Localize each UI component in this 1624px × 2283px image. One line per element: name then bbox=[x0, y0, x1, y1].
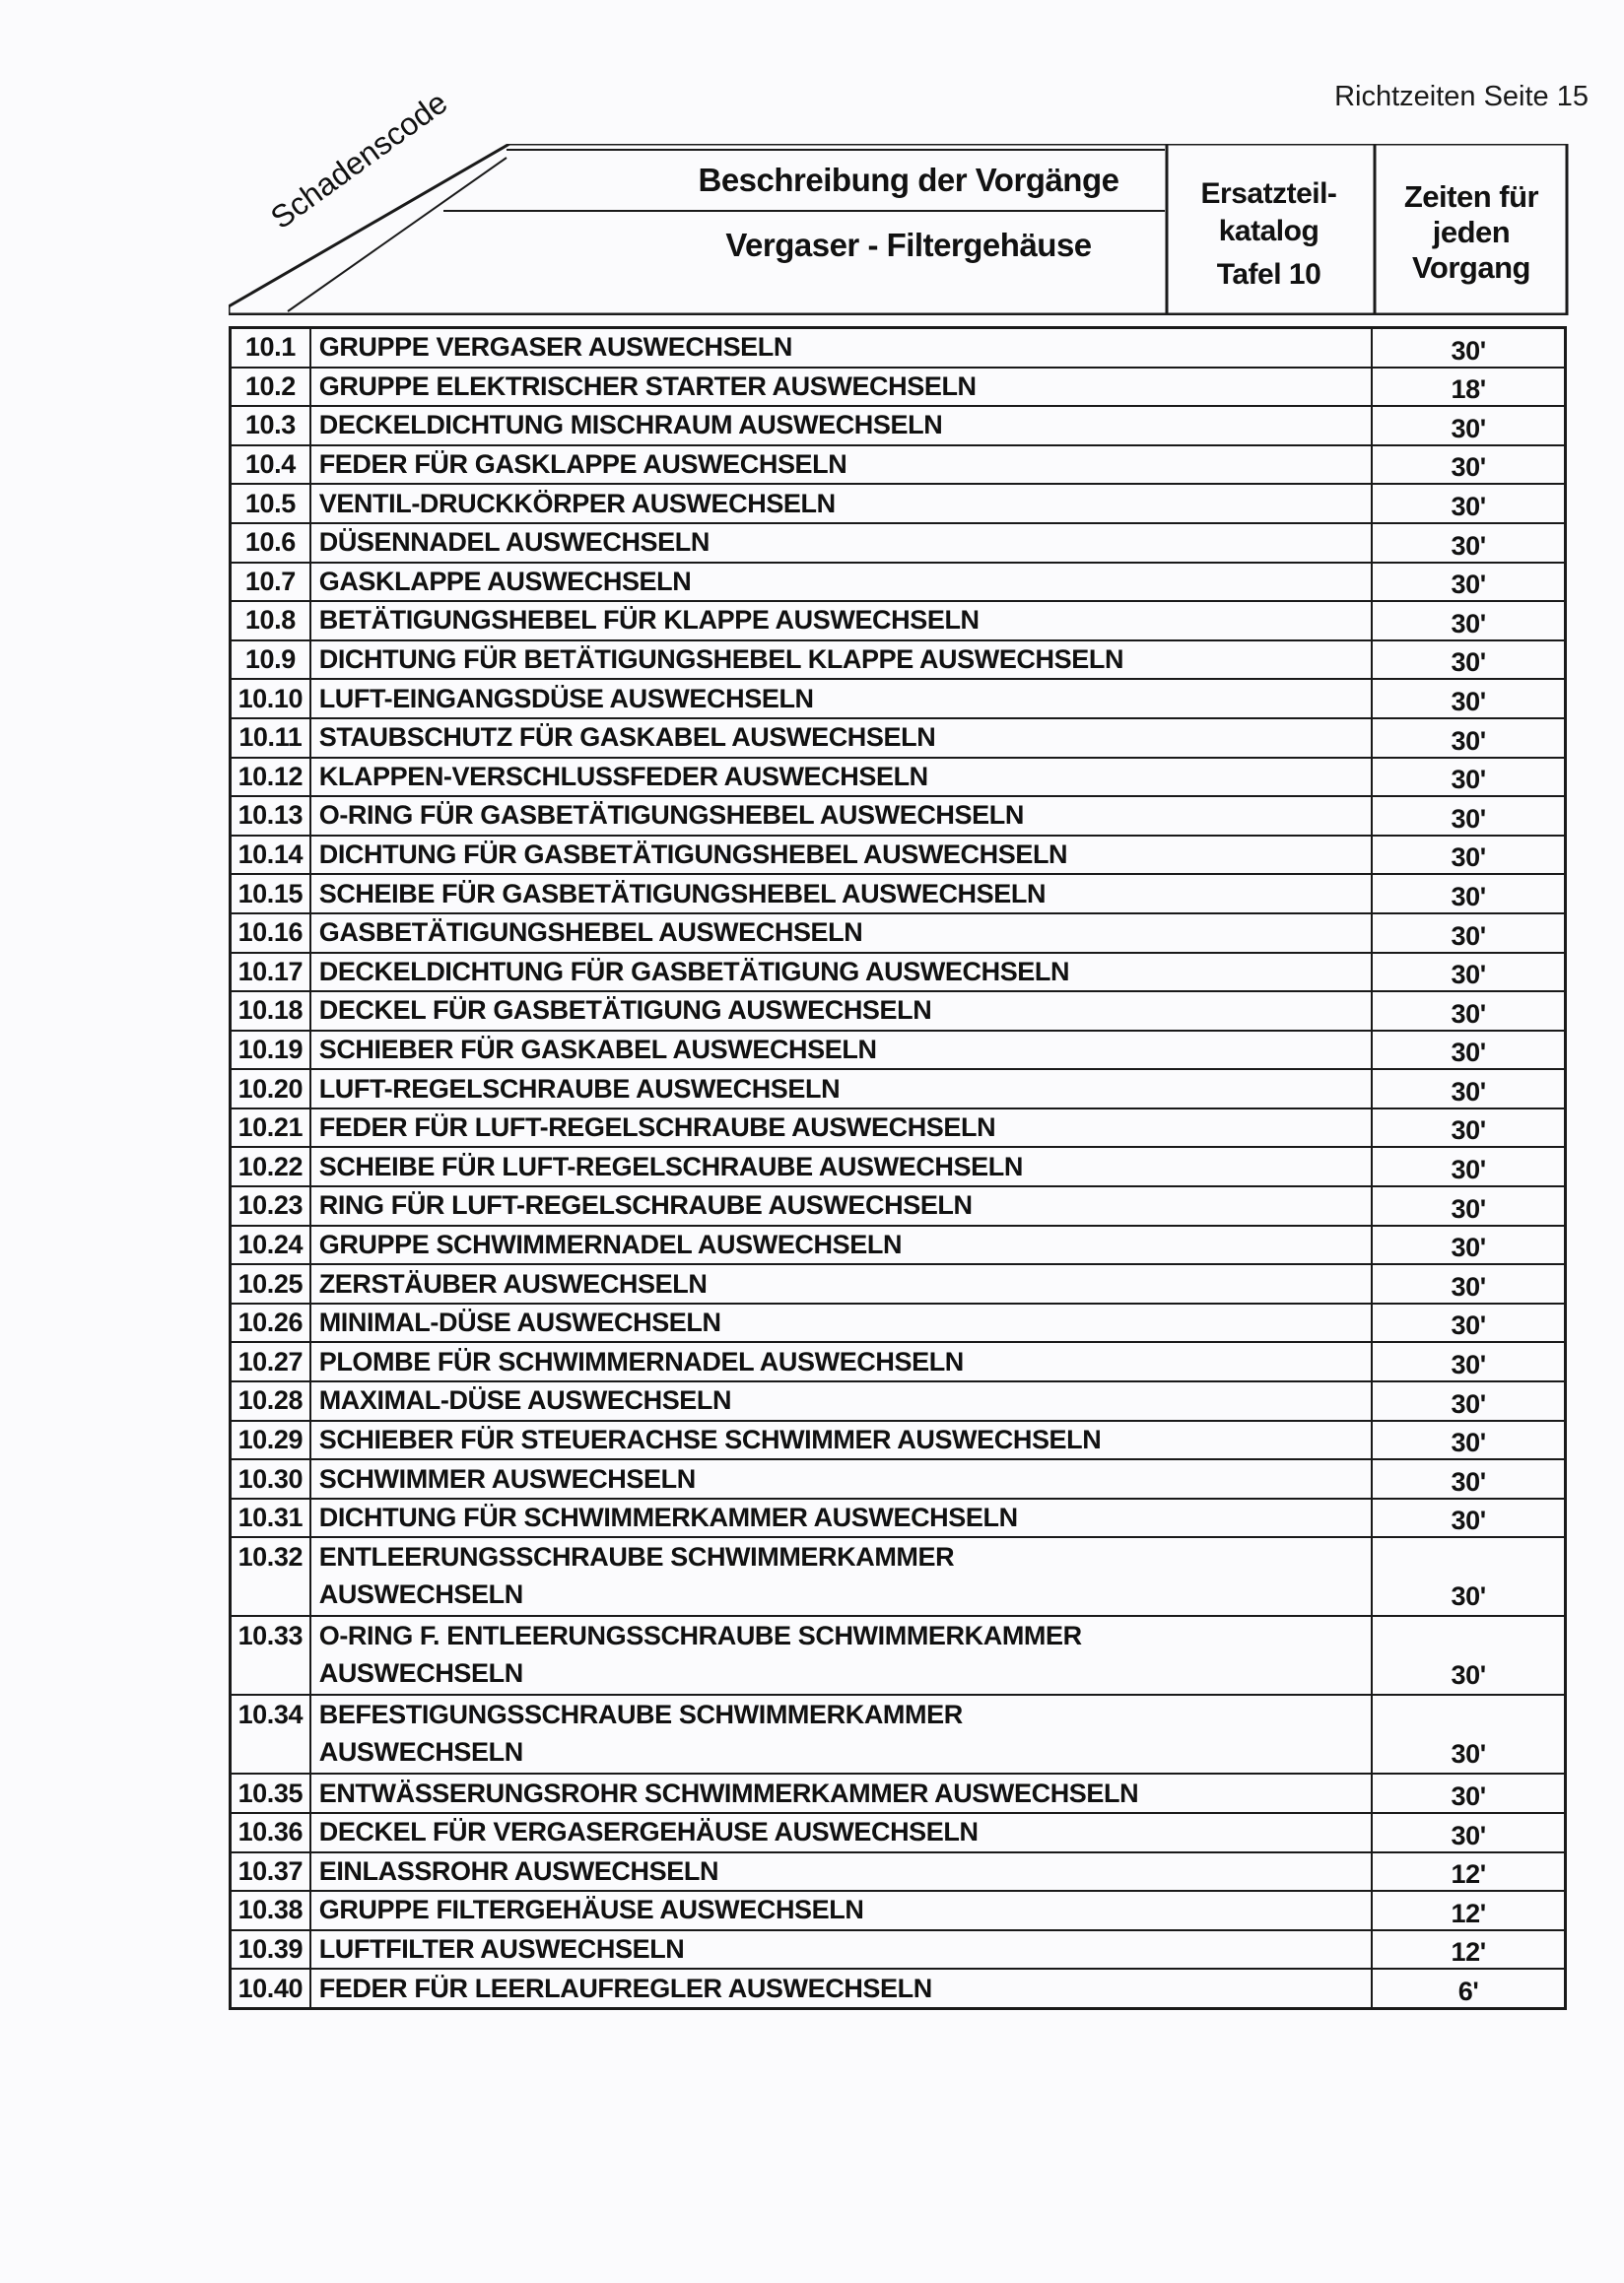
description-subtitle: Vergaser - Filtergehäuse bbox=[725, 227, 1092, 263]
row-description-line2: AUSWECHSELN bbox=[318, 1658, 523, 1689]
row-time: 30' bbox=[1372, 718, 1565, 758]
row-time: 30' bbox=[1372, 328, 1565, 368]
row-time: 30' bbox=[1372, 406, 1565, 445]
row-code: 10.40 bbox=[231, 1969, 310, 2008]
table-row bbox=[231, 406, 1566, 445]
row-time: 30' bbox=[1372, 563, 1565, 602]
row-time: 30' bbox=[1372, 445, 1565, 485]
row-code: 10.19 bbox=[231, 1031, 310, 1070]
row-code: 10.35 bbox=[231, 1774, 310, 1813]
table-row bbox=[231, 953, 1566, 992]
operations-table bbox=[229, 326, 1567, 2010]
row-code: 10.2 bbox=[231, 368, 310, 407]
row-time: 30' bbox=[1372, 1774, 1565, 1813]
row-description-line1: BEFESTIGUNGSSCHRAUBE SCHWIMMERKAMMER bbox=[318, 1700, 963, 1730]
table-row bbox=[231, 640, 1566, 680]
description-title: Beschreibung der Vorgänge bbox=[698, 162, 1119, 198]
row-time: 30' bbox=[1372, 874, 1565, 913]
row-time: 30' bbox=[1372, 1031, 1565, 1070]
row-time: 30' bbox=[1372, 1499, 1565, 1538]
row-code: 10.1 bbox=[231, 328, 310, 368]
row-time: 30' bbox=[1372, 1304, 1565, 1343]
row-description: DECKEL FÜR GASBETÄTIGUNG AUSWECHSELN bbox=[310, 991, 1373, 1031]
row-description-line1: ENTLEERUNGSSCHRAUBE SCHWIMMERKAMMER bbox=[318, 1542, 955, 1573]
row-description: GRUPPE ELEKTRISCHER STARTER AUSWECHSELN bbox=[310, 368, 1373, 407]
table-row bbox=[231, 796, 1566, 836]
ersatzteil-line2: katalog bbox=[1218, 215, 1320, 247]
zeiten-line1: Zeiten für bbox=[1403, 179, 1539, 214]
table-row bbox=[231, 1264, 1566, 1304]
row-description: DECKEL FÜR VERGASERGEHÄUSE AUSWECHSELN bbox=[310, 1813, 1373, 1852]
row-code: 10.31 bbox=[231, 1499, 310, 1538]
ersatzteil-line3: Tafel 10 bbox=[1216, 258, 1321, 291]
row-time: 30' bbox=[1372, 1147, 1565, 1186]
table-row bbox=[231, 679, 1566, 718]
row-time: 30' bbox=[1372, 1069, 1565, 1108]
row-code: 10.6 bbox=[231, 523, 310, 563]
row-description: LUFTFILTER AUSWECHSELN bbox=[310, 1930, 1373, 1970]
row-time: 6' bbox=[1372, 1969, 1565, 2008]
row-description: GRUPPE FILTERGEHÄUSE AUSWECHSELN bbox=[310, 1891, 1373, 1930]
table-row bbox=[231, 874, 1566, 913]
row-description: DICHTUNG FÜR BETÄTIGUNGSHEBEL KLAPPE AUSWECHSELN bbox=[310, 640, 1373, 680]
row-description: DÜSENNADEL AUSWECHSELN bbox=[310, 523, 1373, 563]
table-row bbox=[231, 601, 1566, 640]
row-time: 18' bbox=[1372, 368, 1565, 407]
table-row bbox=[231, 328, 1566, 368]
row-description: FEDER FÜR GASKLAPPE AUSWECHSELN bbox=[310, 445, 1373, 485]
row-description: LUFT-EINGANGSDÜSE AUSWECHSELN bbox=[310, 679, 1373, 718]
table-row bbox=[231, 1147, 1566, 1186]
row-description: BETÄTIGUNGSHEBEL FÜR KLAPPE AUSWECHSELN bbox=[310, 601, 1373, 640]
row-time: 12' bbox=[1372, 1930, 1565, 1970]
table-row bbox=[231, 1969, 1566, 2008]
table-row bbox=[231, 836, 1566, 875]
table-row bbox=[231, 1537, 1566, 1616]
row-time: 30' bbox=[1372, 1381, 1565, 1421]
row-time: 30' bbox=[1372, 523, 1565, 563]
zeiten-line2: jeden bbox=[1432, 215, 1511, 249]
row-description bbox=[310, 1537, 1373, 1616]
row-code: 10.7 bbox=[231, 563, 310, 602]
row-description: GRUPPE VERGASER AUSWECHSELN bbox=[310, 328, 1373, 368]
row-description-line2: AUSWECHSELN bbox=[318, 1579, 523, 1610]
table-row bbox=[231, 1930, 1566, 1970]
row-time: 30' bbox=[1372, 1616, 1565, 1695]
row-description: SCHEIBE FÜR LUFT-REGELSCHRAUBE AUSWECHSELN bbox=[310, 1147, 1373, 1186]
row-code: 10.36 bbox=[231, 1813, 310, 1852]
row-code: 10.37 bbox=[231, 1852, 310, 1892]
row-description: EINLASSROHR AUSWECHSELN bbox=[310, 1852, 1373, 1892]
table-row bbox=[231, 368, 1566, 407]
row-description: LUFT-REGELSCHRAUBE AUSWECHSELN bbox=[310, 1069, 1373, 1108]
row-time: 30' bbox=[1372, 640, 1565, 680]
table-row bbox=[231, 991, 1566, 1031]
table-row bbox=[231, 1499, 1566, 1538]
table-row bbox=[231, 1031, 1566, 1070]
row-code: 10.12 bbox=[231, 758, 310, 797]
row-code: 10.29 bbox=[231, 1421, 310, 1460]
row-code: 10.30 bbox=[231, 1459, 310, 1499]
row-time: 30' bbox=[1372, 913, 1565, 953]
row-time: 30' bbox=[1372, 758, 1565, 797]
table-row bbox=[231, 1813, 1566, 1852]
row-description: ENTWÄSSERUNGSROHR SCHWIMMERKAMMER AUSWECHSELN bbox=[310, 1774, 1373, 1813]
row-description: DECKELDICHTUNG FÜR GASBETÄTIGUNG AUSWECHSELN bbox=[310, 953, 1373, 992]
row-description: FEDER FÜR LEERLAUFREGLER AUSWECHSELN bbox=[310, 1969, 1373, 2008]
row-code: 10.3 bbox=[231, 406, 310, 445]
row-time: 30' bbox=[1372, 836, 1565, 875]
table-row bbox=[231, 1459, 1566, 1499]
row-description: FEDER FÜR LUFT-REGELSCHRAUBE AUSWECHSELN bbox=[310, 1108, 1373, 1148]
row-description: O-RING FÜR GASBETÄTIGUNGSHEBEL AUSWECHSELN bbox=[310, 796, 1373, 836]
table-row bbox=[231, 1616, 1566, 1695]
row-description: GASKLAPPE AUSWECHSELN bbox=[310, 563, 1373, 602]
zeiten-line3: Vorgang bbox=[1412, 250, 1530, 285]
row-time: 30' bbox=[1372, 796, 1565, 836]
row-description: SCHEIBE FÜR GASBETÄTIGUNGSHEBEL AUSWECHSELN bbox=[310, 874, 1373, 913]
page-header: Richtzeiten Seite 15 bbox=[1334, 81, 1589, 112]
row-time: 30' bbox=[1372, 1264, 1565, 1304]
row-description: DICHTUNG FÜR SCHWIMMERKAMMER AUSWECHSELN bbox=[310, 1499, 1373, 1538]
row-code: 10.28 bbox=[231, 1381, 310, 1421]
row-code: 10.39 bbox=[231, 1930, 310, 1970]
table-row bbox=[231, 445, 1566, 485]
row-code: 10.26 bbox=[231, 1304, 310, 1343]
row-description: DICHTUNG FÜR GASBETÄTIGUNGSHEBEL AUSWECHSELN bbox=[310, 836, 1373, 875]
row-description: RING FÜR LUFT-REGELSCHRAUBE AUSWECHSELN bbox=[310, 1186, 1373, 1226]
table-row bbox=[231, 1695, 1566, 1774]
row-time: 30' bbox=[1372, 1459, 1565, 1499]
row-code: 10.25 bbox=[231, 1264, 310, 1304]
row-description-line1: O-RING F. ENTLEERUNGSSCHRAUBE SCHWIMMERKAMMER bbox=[318, 1621, 1082, 1651]
table-row bbox=[231, 563, 1566, 602]
table-row bbox=[231, 758, 1566, 797]
row-code: 10.21 bbox=[231, 1108, 310, 1148]
row-description bbox=[310, 1695, 1373, 1774]
row-description: ZERSTÄUBER AUSWECHSELN bbox=[310, 1264, 1373, 1304]
schadenscode-label: Schadenscode bbox=[264, 84, 454, 236]
row-time: 30' bbox=[1372, 1342, 1565, 1381]
row-time: 30' bbox=[1372, 601, 1565, 640]
row-code: 10.33 bbox=[231, 1616, 310, 1695]
table-row bbox=[231, 1069, 1566, 1108]
row-code: 10.27 bbox=[231, 1342, 310, 1381]
row-description-line2: AUSWECHSELN bbox=[318, 1737, 523, 1768]
row-description: SCHIEBER FÜR STEUERACHSE SCHWIMMER AUSWECHSELN bbox=[310, 1421, 1373, 1460]
row-time: 30' bbox=[1372, 1421, 1565, 1460]
row-description: PLOMBE FÜR SCHWIMMERNADEL AUSWECHSELN bbox=[310, 1342, 1373, 1381]
table-row bbox=[231, 913, 1566, 953]
row-code: 10.34 bbox=[231, 1695, 310, 1774]
row-code: 10.20 bbox=[231, 1069, 310, 1108]
row-description: MINIMAL-DÜSE AUSWECHSELN bbox=[310, 1304, 1373, 1343]
table-row bbox=[231, 523, 1566, 563]
row-code: 10.13 bbox=[231, 796, 310, 836]
row-time: 30' bbox=[1372, 1226, 1565, 1265]
ersatzteil-line1: Ersatzteil- bbox=[1200, 177, 1337, 210]
row-time: 12' bbox=[1372, 1852, 1565, 1892]
row-code: 10.15 bbox=[231, 874, 310, 913]
row-time: 30' bbox=[1372, 679, 1565, 718]
table-row bbox=[231, 1381, 1566, 1421]
table-row bbox=[231, 1342, 1566, 1381]
row-time: 30' bbox=[1372, 1108, 1565, 1148]
ersatzteil-header bbox=[1168, 175, 1370, 294]
operations-table-body bbox=[231, 328, 1566, 2009]
row-code: 10.16 bbox=[231, 913, 310, 953]
row-code: 10.14 bbox=[231, 836, 310, 875]
row-time: 12' bbox=[1372, 1891, 1565, 1930]
row-code: 10.32 bbox=[231, 1537, 310, 1616]
row-time: 30' bbox=[1372, 991, 1565, 1031]
table-row bbox=[231, 1186, 1566, 1226]
row-time: 30' bbox=[1372, 953, 1565, 992]
row-description: KLAPPEN-VERSCHLUSSFEDER AUSWECHSELN bbox=[310, 758, 1373, 797]
row-code: 10.8 bbox=[231, 601, 310, 640]
row-description: STAUBSCHUTZ FÜR GASKABEL AUSWECHSELN bbox=[310, 718, 1373, 758]
row-code: 10.18 bbox=[231, 991, 310, 1031]
row-code: 10.4 bbox=[231, 445, 310, 485]
table-row bbox=[231, 484, 1566, 523]
row-code: 10.11 bbox=[231, 718, 310, 758]
table-row bbox=[231, 1108, 1566, 1148]
row-description: SCHIEBER FÜR GASKABEL AUSWECHSELN bbox=[310, 1031, 1373, 1070]
row-description: DECKELDICHTUNG MISCHRAUM AUSWECHSELN bbox=[310, 406, 1373, 445]
row-time: 30' bbox=[1372, 1813, 1565, 1852]
table-row bbox=[231, 1226, 1566, 1265]
table-row bbox=[231, 718, 1566, 758]
row-code: 10.23 bbox=[231, 1186, 310, 1226]
row-description: SCHWIMMER AUSWECHSELN bbox=[310, 1459, 1373, 1499]
table-row bbox=[231, 1421, 1566, 1460]
row-time: 30' bbox=[1372, 1186, 1565, 1226]
row-code: 10.9 bbox=[231, 640, 310, 680]
row-description bbox=[310, 1616, 1373, 1695]
row-description: MAXIMAL-DÜSE AUSWECHSELN bbox=[310, 1381, 1373, 1421]
table-row bbox=[231, 1774, 1566, 1813]
row-description: GRUPPE SCHWIMMERNADEL AUSWECHSELN bbox=[310, 1226, 1373, 1265]
row-time: 30' bbox=[1372, 1537, 1565, 1616]
table-row bbox=[231, 1304, 1566, 1343]
table-row bbox=[231, 1852, 1566, 1892]
row-description: VENTIL-DRUCKKÖRPER AUSWECHSELN bbox=[310, 484, 1373, 523]
row-code: 10.5 bbox=[231, 484, 310, 523]
row-code: 10.17 bbox=[231, 953, 310, 992]
row-code: 10.22 bbox=[231, 1147, 310, 1186]
row-description: GASBETÄTIGUNGSHEBEL AUSWECHSELN bbox=[310, 913, 1373, 953]
row-code: 10.10 bbox=[231, 679, 310, 718]
row-code: 10.38 bbox=[231, 1891, 310, 1930]
row-code: 10.24 bbox=[231, 1226, 310, 1265]
table-row bbox=[231, 1891, 1566, 1930]
row-time: 30' bbox=[1372, 1695, 1565, 1774]
row-time: 30' bbox=[1372, 484, 1565, 523]
zeiten-header bbox=[1380, 179, 1563, 286]
